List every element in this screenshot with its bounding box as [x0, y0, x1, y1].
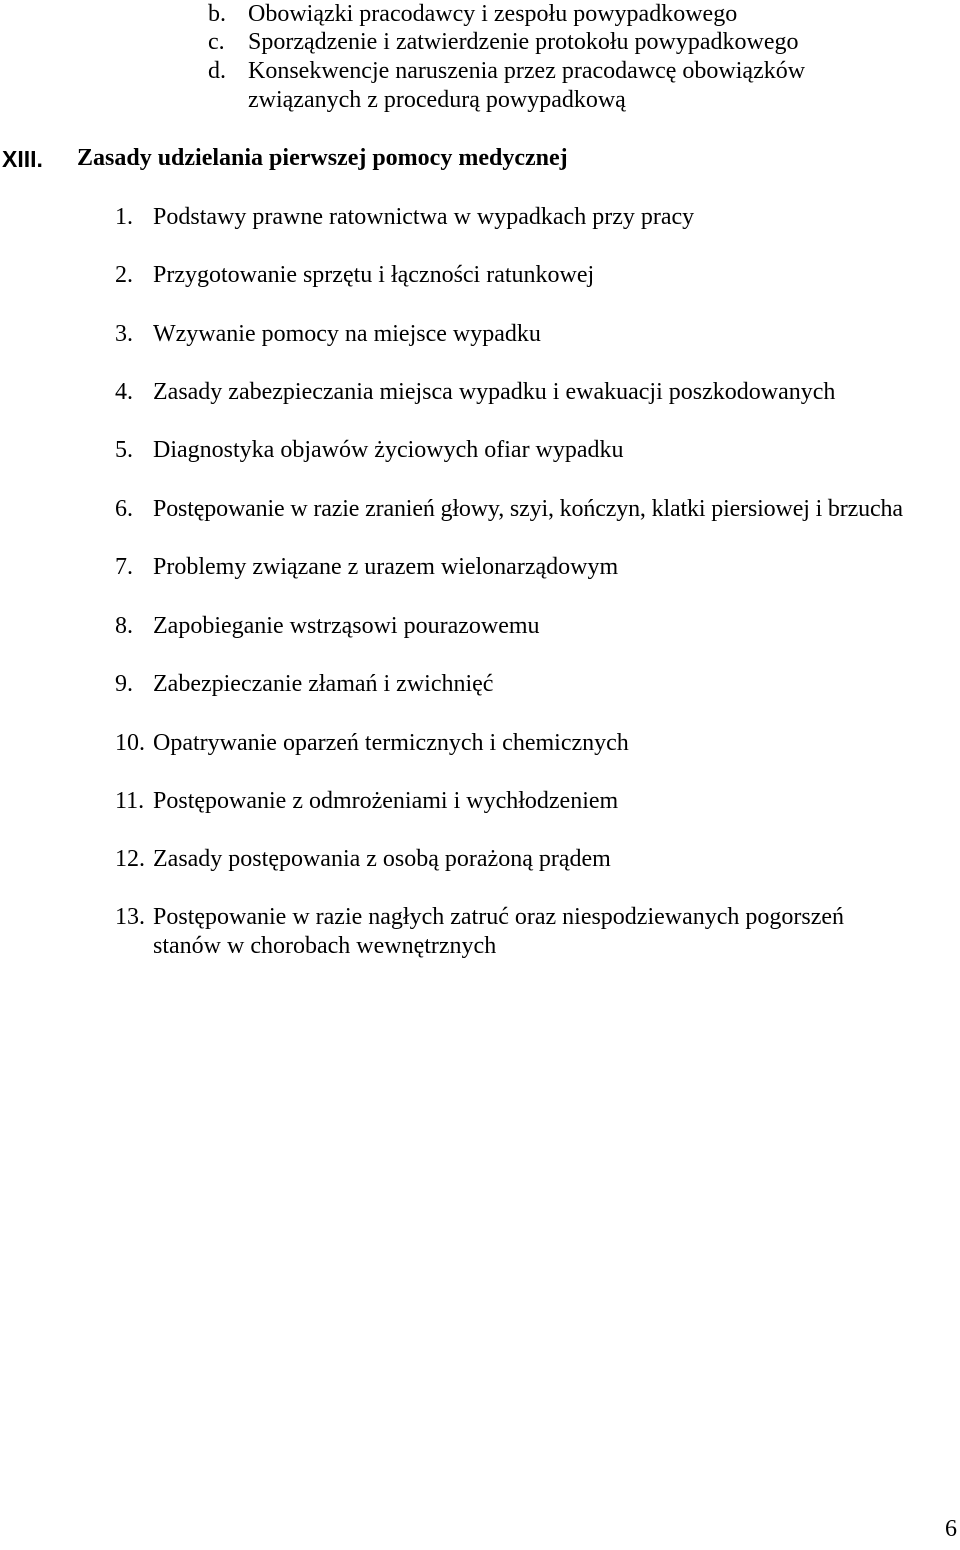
sub-item-text: Sporządzenie i zatwierdzenie protokołu powypadkowego: [248, 29, 799, 55]
sub-item-letter: d.: [208, 58, 226, 84]
list-item-number: 7.: [115, 554, 133, 580]
list-item-number: 6.: [115, 496, 133, 522]
list-item-text: Przygotowanie sprzętu i łączności ratunkowej: [153, 262, 595, 288]
list-item-text: Zapobieganie wstrząsowi pourazowemu: [153, 613, 540, 639]
list-item-number: 13.: [115, 904, 145, 930]
list-item-number: 2.: [115, 262, 133, 288]
list-item-text: Diagnostyka objawów życiowych ofiar wypadku: [153, 437, 624, 463]
list-item-text: Wzywanie pomocy na miejsce wypadku: [153, 321, 541, 347]
list-item-text: Zasady zabezpieczania miejsca wypadku i ewakuacji poszkodowanych: [153, 379, 836, 405]
page-number: 6: [945, 1516, 957, 1542]
sub-item-text: Konsekwencje naruszenia przez pracodawcę obowiązków: [248, 58, 806, 84]
list-item-text-continuation: stanów w chorobach wewnętrznych: [153, 933, 497, 959]
sub-item-letter: b.: [208, 1, 226, 27]
list-item-text: Zabezpieczanie złamań i zwichnięć: [153, 671, 494, 697]
list-item-number: 12.: [115, 846, 145, 872]
section-number: XIII.: [2, 146, 43, 172]
list-item-text: Podstawy prawne ratownictwa w wypadkach przy pracy: [153, 204, 695, 230]
section-title: Zasady udzielania pierwszej pomocy medycznej: [77, 145, 568, 171]
list-item-text: Zasady postępowania z osobą porażoną prądem: [153, 846, 611, 872]
list-item-text: Problemy związane z urazem wielonarządowym: [153, 554, 619, 580]
list-item-text: Postępowanie w razie zranień głowy, szyi, kończyn, klatki piersiowej i brzucha: [153, 496, 903, 522]
list-item-text: Postępowanie w razie nagłych zatruć oraz niespodziewanych pogorszeń: [153, 904, 845, 930]
list-item-number: 8.: [115, 613, 133, 639]
list-item-number: 9.: [115, 671, 133, 697]
list-item-number: 10.: [115, 730, 145, 756]
sub-item-text: Obowiązki pracodawcy i zespołu powypadkowego: [248, 1, 738, 27]
list-item-number: 1.: [115, 204, 133, 230]
list-item-number: 4.: [115, 379, 133, 405]
list-item-number: 11.: [115, 788, 145, 814]
list-item-number: 3.: [115, 321, 133, 347]
sub-item-text-continuation: związanych z procedurą powypadkową: [248, 87, 626, 113]
sub-item-letter: c.: [208, 29, 225, 55]
list-item-text: Opatrywanie oparzeń termicznych i chemicznych: [153, 730, 629, 756]
list-item-number: 5.: [115, 437, 133, 463]
list-item-text: Postępowanie z odmrożeniami i wychłodzeniem: [153, 788, 619, 814]
